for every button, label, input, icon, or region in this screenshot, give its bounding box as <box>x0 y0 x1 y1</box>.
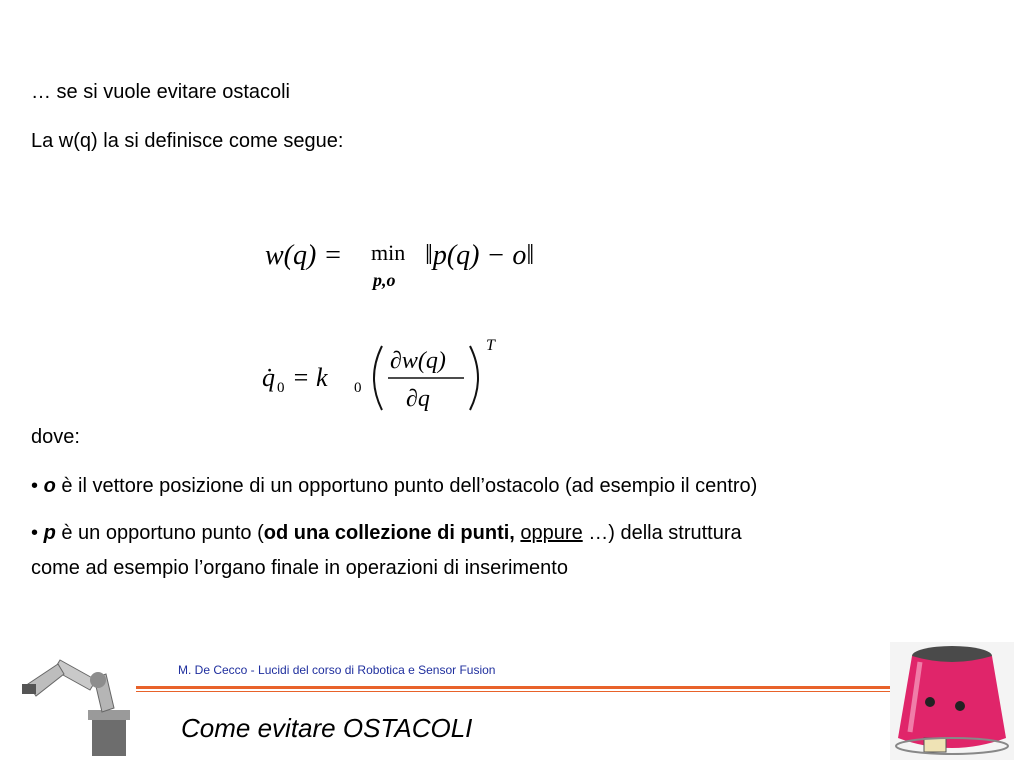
right-paren <box>470 346 478 410</box>
formula2-lhs-sub: 0 <box>277 380 285 396</box>
left-paren <box>374 346 382 410</box>
slide-title: Come evitare OSTACOLI <box>181 713 473 743</box>
formula-w-q <box>265 230 575 290</box>
industrial-robot-arm-image <box>14 650 132 758</box>
formula-q-dot <box>262 336 512 416</box>
footer-rule <box>136 686 891 689</box>
bullet-symbol: • <box>31 475 39 497</box>
formula1-sub: p,o <box>373 270 396 290</box>
bullet-o: • o è il vettore posizione di un opportuno punto dell’ostacolo (ad esempio il centro) <box>31 475 758 497</box>
formula1-rhs: ‖p(q) − o‖ <box>425 240 535 271</box>
formula2-lhs: q̇ <box>262 363 275 392</box>
bullet-p: • p è un opportuno punto (od una collezione di punti, oppure …) della struttura <box>31 522 742 544</box>
definition-line: La w(q) la si definisce come segue: <box>31 130 344 152</box>
formula2-k-sub: 0 <box>354 380 362 396</box>
var-p: p <box>43 522 56 544</box>
formula2-den: ∂q <box>406 386 430 412</box>
mobile-robot-bin-image <box>890 642 1014 760</box>
var-o: o <box>43 475 56 497</box>
underlined-word: oppure <box>520 522 583 544</box>
formula2-sup: T <box>486 337 495 354</box>
formula1-lhs: w(q) = <box>265 240 343 271</box>
formula1-min: min <box>371 240 406 265</box>
bold-phrase: od una collezione di punti, <box>263 522 515 544</box>
footer-rule-thin <box>136 691 891 692</box>
formula2-eq: = k <box>292 363 328 392</box>
bullet-symbol: • <box>31 522 39 544</box>
dove-label: dove: <box>31 426 80 448</box>
footer-author: M. De Cecco - Lucidi del corso di Robotica e Sensor Fusion <box>178 663 496 677</box>
intro-line: … se si vuole evitare ostacoli <box>31 81 291 103</box>
bullet-p-continuation: come ad esempio l’organo finale in operazioni di inserimento <box>31 557 568 579</box>
formula2-num: ∂w(q) <box>390 348 446 374</box>
